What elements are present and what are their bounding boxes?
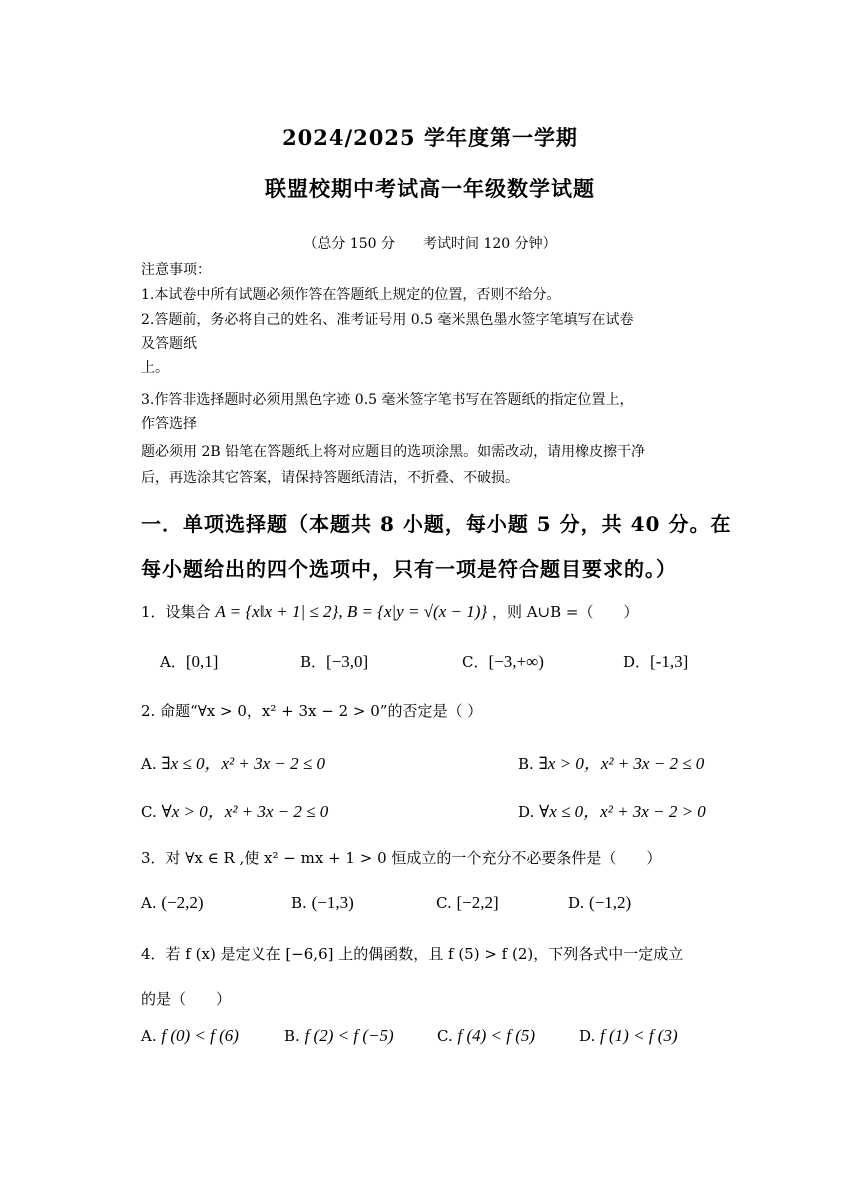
option-1a — [160, 651, 218, 672]
question-1-prefix: 1．设集合 — [141, 603, 211, 621]
notice-line: 作答选择 — [141, 416, 197, 432]
option-label: B. — [518, 755, 534, 773]
option-value: [−2,2] — [456, 893, 499, 912]
option-2d — [518, 797, 706, 822]
option-value: f (4) < f (5) — [457, 1026, 536, 1045]
option-value: [0,1] — [185, 652, 219, 671]
question-4-line2: 的是（ ） — [141, 990, 232, 1008]
section-heading: 一．单项选择题（本题共 8 小题，每小题 5 分，共 40 分。在 — [141, 512, 732, 536]
section-heading-line2: 每小题给出的四个选项中，只有一项是符合题目要求的。） — [141, 557, 677, 581]
question-1-math: A = {x‖x + 1| ≤ 2}, B = {x|y = √(x − 1)} — [215, 602, 488, 621]
option-4a — [141, 1026, 239, 1046]
option-label: D． — [623, 653, 651, 671]
notice-line: 后，再选涂其它答案，请保持答题纸清洁，不折叠、不破损。 — [141, 470, 519, 486]
notice-line: 题必须用 2B 铅笔在答题纸上将对应题目的选项涂黑。如需改动，请用橡皮擦干净 — [141, 444, 646, 460]
option-label: D. — [568, 894, 585, 912]
option-label: D. — [579, 1027, 596, 1045]
question-2: 2. 命题“∀x > 0，x² + 3x − 2 > 0”的否定是（ ） — [141, 702, 483, 720]
question-1 — [141, 601, 638, 622]
option-value: (−2,2) — [161, 893, 204, 912]
option-1c — [462, 651, 544, 672]
option-2a — [141, 749, 325, 774]
option-3a — [141, 893, 204, 913]
option-label: A． — [160, 653, 186, 671]
option-label: A. — [141, 894, 157, 912]
question-4: 4．若 f (x) 是定义在 [−6,6] 上的偶函数，且 f (5) > f (2)，下列各式中一定成立 — [141, 945, 684, 963]
question-3: 3．对 ∀x ∈ R ,使 x² − mx + 1 > 0 恒成立的一个充分不必要条件是（ ） — [141, 849, 662, 867]
option-label: C. — [437, 1027, 453, 1045]
notice-line: 3.作答非选择题时必须用黑色字迹 0.5 毫米签字笔书写在答题纸的指定位置上， — [141, 392, 634, 408]
page-title-line2: 联盟校期中考试高一年级数学试题 — [265, 176, 595, 201]
option-value: [−3,0] — [326, 652, 369, 671]
notice-line: 上。 — [141, 360, 169, 376]
option-4b — [284, 1026, 394, 1046]
option-value: f (0) < f (6) — [161, 1026, 239, 1045]
notice-line: 及答题纸 — [141, 336, 197, 352]
page-title: 2024/2025 学年度第一学期 — [282, 125, 578, 150]
option-label: B. — [291, 894, 307, 912]
option-1d — [623, 651, 688, 672]
notice-line: 1.本试卷中所有试题必须作答在答题纸上规定的位置，否则不给分。 — [141, 287, 561, 303]
option-label: B． — [300, 653, 327, 671]
option-3b — [291, 893, 354, 913]
option-label: D. — [518, 803, 535, 821]
option-4d — [579, 1026, 678, 1046]
option-value: f (1) < f (3) — [600, 1026, 678, 1045]
exam-info: （总分 150 分 考试时间 120 分钟） — [303, 236, 557, 252]
option-3c — [436, 893, 499, 913]
option-label: A. — [141, 1027, 157, 1045]
option-label: C. — [436, 894, 452, 912]
option-value: ∀x > 0，x² + 3x − 2 ≤ 0 — [161, 802, 329, 821]
option-label: C． — [462, 653, 489, 671]
option-label: B. — [284, 1027, 300, 1045]
option-value: ∀x ≤ 0，x² + 3x − 2 > 0 — [539, 802, 706, 821]
option-1b — [300, 651, 368, 672]
option-label: C. — [141, 803, 157, 821]
option-2c — [141, 797, 328, 822]
question-1-suffix: ，则 A∪B =（ ） — [491, 603, 639, 621]
option-4c — [437, 1026, 535, 1046]
option-value: ∃x > 0，x² + 3x − 2 ≤ 0 — [538, 754, 705, 773]
option-value: (−1,2) — [589, 893, 632, 912]
option-3d — [568, 893, 631, 913]
option-value: (−1,3) — [311, 893, 354, 912]
notice-line: 2.答题前，务必将自己的姓名、准考证号用 0.5 毫米黑色墨水签字笔填写在试卷 — [141, 312, 634, 328]
option-value: f (2) < f (−5) — [304, 1026, 394, 1045]
option-value: [-1,3] — [650, 652, 689, 671]
option-2b — [518, 749, 704, 774]
notice-heading: 注意事项： — [141, 262, 211, 278]
option-label: A. — [141, 755, 157, 773]
option-value: ∃x ≤ 0，x² + 3x − 2 ≤ 0 — [161, 754, 325, 773]
option-value: [−3,+∞) — [488, 652, 544, 671]
